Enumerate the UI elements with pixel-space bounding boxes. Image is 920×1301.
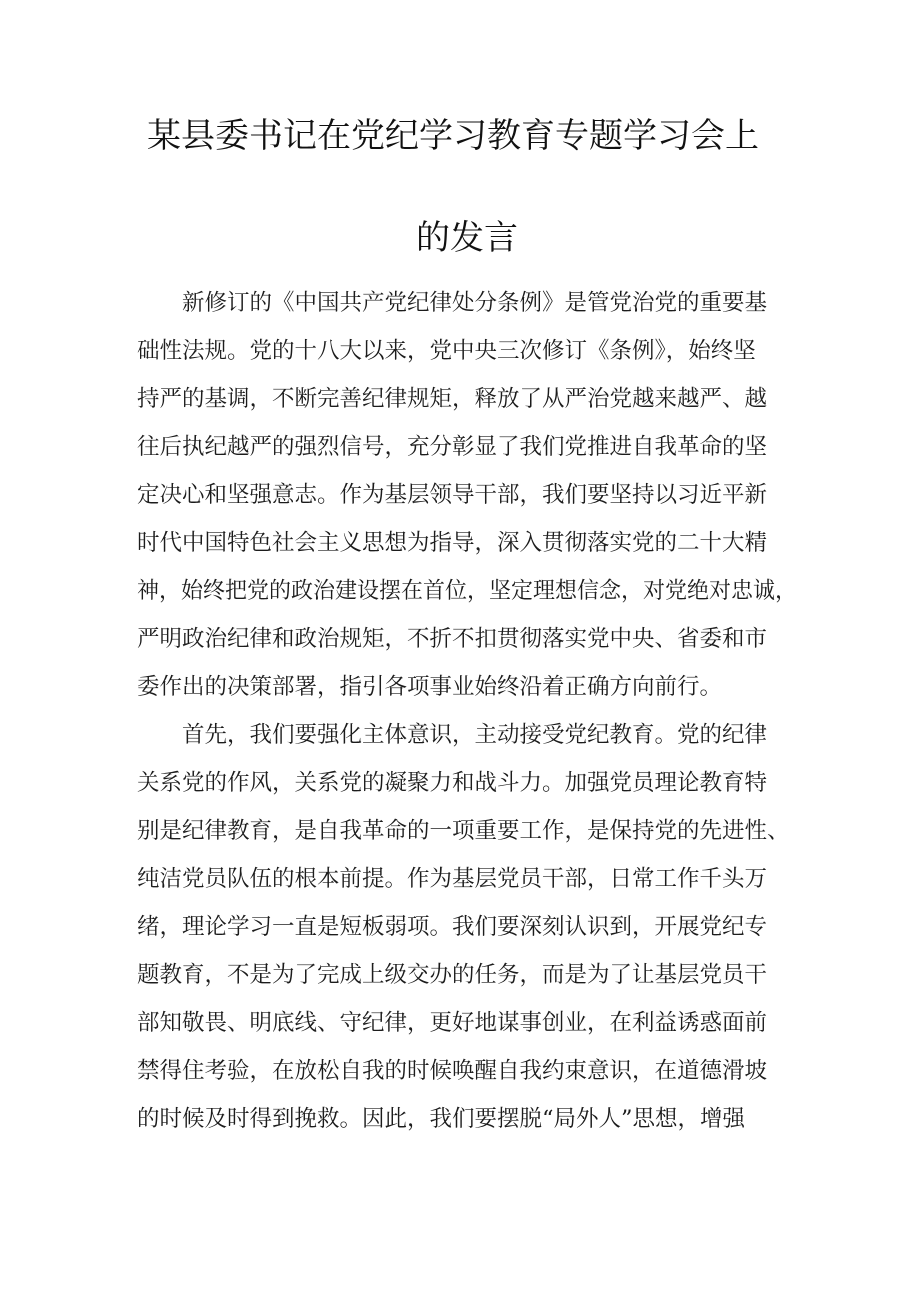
body-text-line: 部知敬畏、明底线、守纪律，更好地谋事创业，在利益诱惑面前 [137,1010,768,1036]
body-text-line: 神，始终把党的政治建设摆在首位，坚定理想信念，对党绝对忠诚， [137,578,798,604]
body-text-line: 础性法规。党的十八大以来，党中央三次修订《条例》，始终坚 [137,338,756,364]
body-text-line: 时代中国特色社会主义思想为指导，深入贯彻落实党的二十大精 [137,530,768,556]
body-text-line: 定决心和坚强意志。作为基层领导干部，我们要坚持以习近平新 [137,482,768,508]
body-text-line: 关系党的作风，关系党的凝聚力和战斗力。加强党员理论教育特 [137,770,768,796]
body-text-line: 委作出的决策部署，指引各项事业始终沿着正确方向前行。 [137,674,723,700]
document-title-line-2: 的发言 [416,218,518,258]
body-text-line: 往后执纪越严的强烈信号，充分彰显了我们党推进自我革命的坚 [137,434,768,460]
document-title-line-1: 某县委书记在党纪学习教育专题学习会上 [147,116,759,156]
body-text-line: 题教育，不是为了完成上级交办的任务，而是为了让基层党员干 [137,962,768,988]
body-text-line: 禁得住考验，在放松自我的时候唤醒自我约束意识，在道德滑坡 [137,1058,768,1084]
body-text-line: 新修订的《中国共产党纪律处分条例》是管党治党的重要基 [137,290,768,316]
body-text-line: 首先，我们要强化主体意识，主动接受党纪教育。党的纪律 [137,722,768,748]
body-text-line: 持严的基调，不断完善纪律规矩，释放了从严治党越来越严、越 [137,386,768,412]
body-text-line: 别是纪律教育，是自我革命的一项重要工作，是保持党的先进性、 [137,818,790,844]
body-text-line: 的时候及时得到挽救。因此，我们要摆脱“局外人”思想，增强 [137,1106,746,1132]
body-text-line: 严明政治纪律和政治规矩，不折不扣贯彻落实党中央、省委和市 [137,626,768,652]
body-text-line: 纯洁党员队伍的根本前提。作为基层党员干部，日常工作千头万 [137,866,768,892]
body-text-line: 绪，理论学习一直是短板弱项。我们要深刻认识到，开展党纪专 [137,914,768,940]
